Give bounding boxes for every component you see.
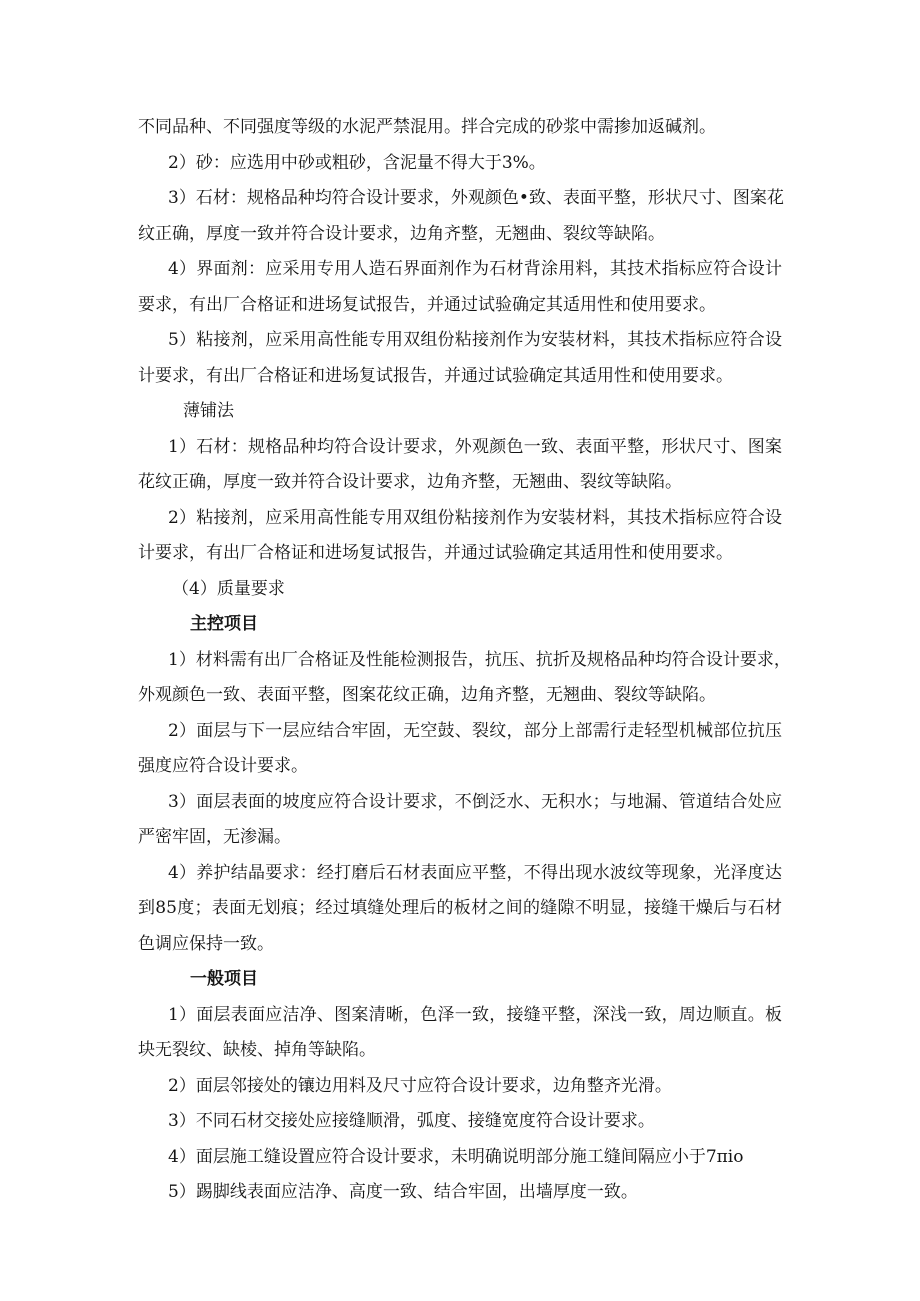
- item-line: 计要求，有出厂合格证和进场复试报告，并通过试验确定其适用性和使用要求。: [138, 365, 733, 386]
- item-line: 4）面层施工缝设置应符合设计要求，未明确说明部分施工缝间隔应小于7πio: [168, 1146, 744, 1167]
- materials-list: [0, 146, 920, 395]
- item-line: 强度应符合设计要求。: [138, 756, 308, 776]
- item-line: 3）面层表面的坡度应符合设计要求，不倒泛水、无积水；与地漏、管道结合处应: [168, 791, 782, 812]
- item-line: 2）砂：应选用中砂或粗砂，含泥量不得大于3%。: [168, 152, 546, 173]
- item-line: 2）粘接剂，应采用高性能专用双组份粘接剂作为安装材料，其技术指标应符合设: [168, 507, 782, 528]
- item-line: 要求，有出厂合格证和进场复试报告，并通过试验确定其适用性和使用要求。: [138, 294, 716, 315]
- list-item: [0, 998, 920, 1069]
- section-heading: （4）质量要求: [172, 578, 285, 599]
- general-subsection: [0, 962, 920, 1211]
- document-body: [0, 110, 920, 1211]
- list-item: [0, 714, 920, 785]
- item-line: 纹正确，厚度一致并符合设计要求，边角齐整，无翘曲、裂纹等缺陷。: [138, 223, 665, 244]
- list-item: [0, 430, 920, 501]
- subsection-heading: 一般项目: [190, 969, 258, 989]
- item-line: 2）面层与下一层应结合牢固，无空鼓、裂纹，部分上部需行走轻型机械部位抗压: [168, 720, 782, 741]
- list-item: [0, 252, 920, 323]
- list-item: [0, 1140, 920, 1176]
- list-item: [0, 323, 920, 394]
- list-item: [0, 856, 920, 963]
- continuation-paragraph: [0, 110, 920, 146]
- list-item: [0, 1069, 920, 1105]
- item-line: 严密牢固，无渗漏。: [138, 827, 291, 847]
- thin-method-section: [0, 394, 920, 572]
- list-item: [0, 643, 920, 714]
- item-line: 5）踢脚线表面应洁净、高度一致、结合牢固，出墙厚度一致。: [168, 1182, 638, 1202]
- item-line: 块无裂纹、缺棱、掉角等缺陷。: [138, 1040, 376, 1060]
- item-line: 外观颜色一致、表面平整，图案花纹正确，边角齐整，无翘曲、裂纹等缺陷。: [138, 685, 716, 705]
- item-line: 4）界面剂：应采用专用人造石界面剂作为石材背涂用料，其技术指标应符合设计: [168, 259, 782, 279]
- paragraph-line: 不同品种、不同强度等级的水泥严禁混用。拌合完成的砂浆中需掺加返碱剂。: [138, 117, 716, 137]
- item-line: 1）石材：规格品种均符合设计要求，外观颜色一致、表面平整，形状尺寸、图案: [168, 436, 782, 457]
- item-line: 5）粘接剂，应采用高性能专用双组份粘接剂作为安装材料，其技术指标应符合设: [168, 330, 782, 350]
- list-item: [0, 785, 920, 856]
- item-line: 到85度；表面无划痕；经过填缝处理后的板材之间的缝隙不明显，接缝干燥后与石材: [138, 898, 782, 918]
- item-line: 4）养护结晶要求：经打磨后石材表面应平整，不得出现水波纹等现象，光泽度达: [168, 862, 782, 883]
- item-line: 1）材料需有出厂合格证及性能检测报告，抗压、抗折及规格品种均符合设计要求，: [168, 649, 791, 670]
- item-line: 3）不同石材交接处应接缝顺滑，弧度、接缝宽度符合设计要求。: [168, 1111, 655, 1131]
- item-line: 色调应保持一致。: [138, 933, 274, 954]
- list-item: [0, 1104, 920, 1140]
- item-line: 花纹正确，厚度一致并符合设计要求，边角齐整，无翘曲、裂纹等缺陷。: [138, 472, 682, 492]
- item-line: 2）面层邻接处的镶边用料及尺寸应符合设计要求，边角整齐光滑。: [168, 1075, 672, 1096]
- list-item: [0, 181, 920, 252]
- list-item: [0, 146, 920, 182]
- main-control-subsection: [0, 607, 920, 962]
- list-item: [0, 1175, 920, 1211]
- subsection-heading: 主控项目: [190, 614, 258, 634]
- section-heading: 薄铺法: [183, 401, 234, 421]
- item-line: 3）石材：规格品种均符合设计要求，外观颜色•致、表面平整，形状尺寸、图案花: [168, 188, 784, 208]
- item-line: 计要求，有出厂合格证和进场复试报告，并通过试验确定其适用性和使用要求。: [138, 543, 733, 563]
- quality-section: [0, 572, 920, 1211]
- list-item: [0, 501, 920, 572]
- item-line: 1）面层表面应洁净、图案清晰，色泽一致，接缝平整，深浅一致，周边顺直。板: [168, 1004, 782, 1025]
